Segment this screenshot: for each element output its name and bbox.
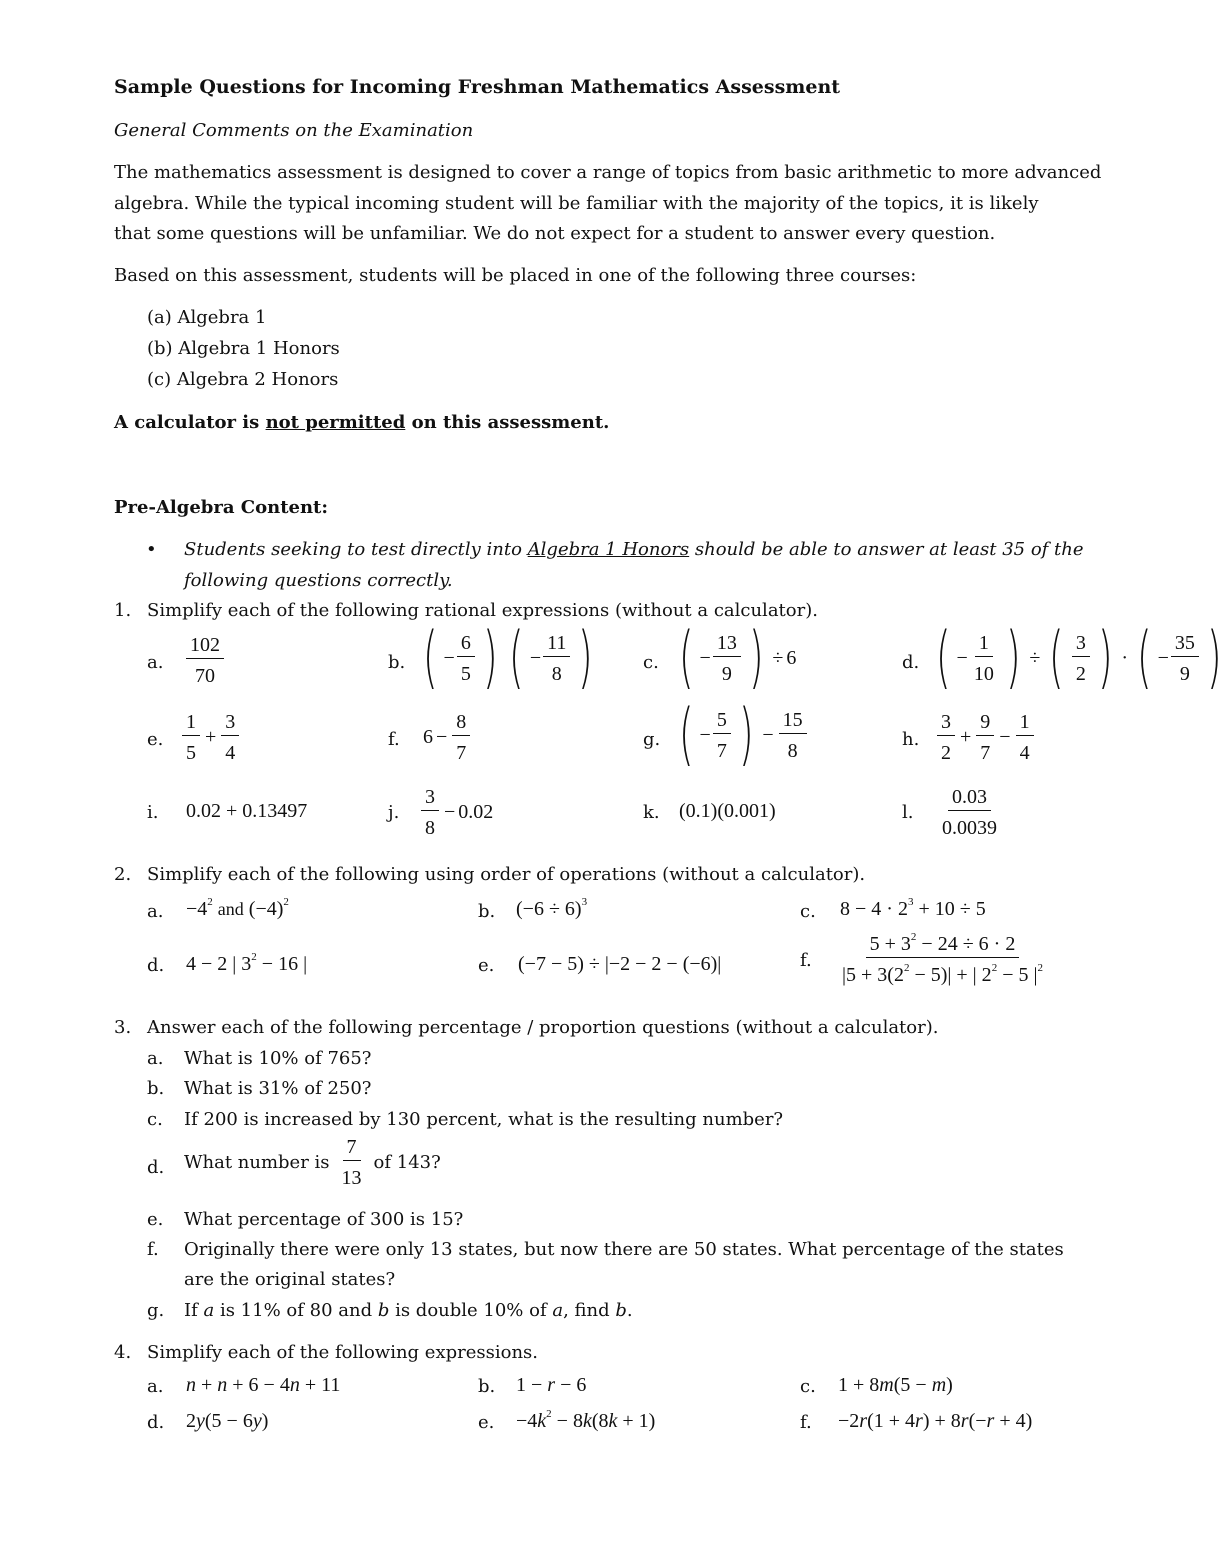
q4b-expr: 1 − r − 6: [516, 1374, 587, 1396]
q3b-label: b.: [147, 1078, 165, 1099]
q1l-label: l.: [902, 802, 914, 823]
q4e-label: e.: [478, 1412, 495, 1433]
q3c-text: If 200 is increased by 130 percent, what is the resulting number?: [184, 1109, 784, 1130]
q3-text: Answer each of the following percentage / proportion questions (without a calculator).: [147, 1017, 939, 1038]
q3c-label: c.: [147, 1109, 163, 1130]
q1i-label: i.: [147, 802, 159, 823]
q1h-num1: 3: [937, 711, 955, 736]
q1d-den2: 2: [1075, 662, 1086, 685]
q1g-num2: 15: [779, 709, 807, 734]
bullet-line-1: [184, 535, 1084, 565]
q1j-expr: $\frac{3}{8}$ − 0.02: [419, 786, 493, 839]
q1c-expr: ( − $\frac{13}{9}$ ) ÷ 6: [678, 618, 797, 697]
q1d-num3: 35: [1171, 632, 1199, 657]
q1g-den2: 8: [787, 739, 798, 762]
q1b-den1: 5: [460, 662, 471, 685]
q1e-num2: 3: [221, 711, 239, 736]
q3g-label: g.: [147, 1300, 165, 1321]
q1f-expr: 6 − $\frac{8}{7}$: [423, 711, 472, 764]
q4d-label: d.: [147, 1412, 165, 1433]
q1h-den3: 4: [1019, 742, 1030, 764]
q4f-expr: −2r(1 + 4r) + 8r(−r + 4): [838, 1410, 1033, 1432]
q1e-den1: 5: [186, 742, 196, 764]
q3a-text: What is 10% of 765?: [184, 1048, 372, 1069]
q1f-num: 8: [452, 711, 470, 736]
q3g-text: If a is 11% of 80 and b is double 10% of a, find b.: [184, 1300, 633, 1321]
q1b-expr: ( − $\frac{6}{5}$ ) ( − $\frac{11}{8}$ ): [422, 618, 593, 697]
q2b-label: b.: [478, 901, 496, 922]
q4c-label: c.: [800, 1376, 816, 1397]
course-b: (b) Algebra 1 Honors: [147, 338, 340, 359]
q2a-label: a.: [147, 901, 164, 922]
calculator-notice-emphasis: not permitted: [265, 412, 406, 433]
q2a-expr: $-4^2$ and $(-4)^2$: [186, 896, 289, 920]
q1-text: Simplify each of the following rational expressions (without a calculator).: [147, 600, 818, 621]
q4c-expr: 1 + 8m(5 − m): [838, 1374, 953, 1396]
q2f-num: $5 + 3^2 - 24 \div 6 \cdot 2$: [866, 933, 1020, 958]
course-c: (c) Algebra 2 Honors: [147, 369, 339, 390]
q2-text: Simplify each of the following using order of operations (without a calculator).: [147, 864, 866, 885]
q1k-expr: (0.1)(0.001): [679, 800, 776, 822]
q4a-label: a.: [147, 1376, 164, 1397]
q3f-text: Originally there were only 13 states, but now there are 50 states. What percentage of the states: [184, 1239, 1064, 1260]
course-a: (a) Algebra 1: [147, 307, 267, 328]
q1e-den2: 4: [225, 742, 236, 764]
q2c-label: c.: [800, 901, 816, 922]
q2f-den: $|5 + 3(2^2 - 5)|$ + | $2^2 - 5$ $|^2$: [842, 962, 1043, 986]
q1d-den3: 9: [1179, 662, 1190, 685]
calculator-notice-post: on this assessment.: [405, 412, 610, 433]
q1b-den2: 8: [551, 662, 562, 685]
q2f-expr: [836, 933, 1049, 986]
q2e-expr: (−7 − 5) ÷ |−2 − 2 − (−6)|: [518, 953, 722, 975]
page-subtitle: General Comments on the Examination: [114, 120, 474, 141]
q3d-label: d.: [147, 1157, 165, 1178]
q1l-expr: [936, 786, 1003, 839]
q3a-label: a.: [147, 1048, 164, 1069]
q1j-num: 3: [421, 786, 439, 811]
q1a-expr: [184, 634, 226, 687]
q1f-label: f.: [388, 729, 400, 750]
q1g-expr: ( − $\frac{5}{7}$ ) − $\frac{15}{8}$: [673, 701, 809, 769]
q1h-num3: 1: [1016, 711, 1034, 736]
q1h-den1: 2: [941, 742, 951, 764]
q1f-lead: 6: [423, 726, 433, 748]
bullet-post: should be able to answer at least 35 of the: [689, 539, 1084, 560]
q1i-expr: 0.02 + 0.13497: [186, 800, 308, 822]
q3d-post: of 143?: [373, 1151, 441, 1173]
q1d-num2: 3: [1072, 632, 1090, 657]
q2-number: 2.: [114, 864, 132, 885]
q1e-num1: 1: [182, 711, 200, 736]
q4b-label: b.: [478, 1376, 496, 1397]
q4a-expr: n + n + 6 − 4n + 11: [186, 1374, 341, 1396]
intro-line-2: algebra. While the typical incoming student will be familiar with the majority of the topics, it is likely: [114, 193, 1039, 214]
q2b-expr: $(-6 \div 6)^3$: [516, 896, 588, 920]
q2a-and: and: [217, 899, 244, 919]
placement-text: Based on this assessment, students will be placed in one of the following three courses:: [114, 265, 917, 286]
q1g-den1: 7: [716, 739, 727, 762]
q1b-num2: 11: [543, 632, 570, 657]
q1j-label: j.: [388, 802, 400, 823]
q2e-label: e.: [478, 955, 495, 976]
intro-line-3: that some questions will be unfamiliar. We do not expect for a student to answer every question.: [114, 223, 996, 244]
calculator-notice: [114, 408, 609, 438]
q2d-label: d.: [147, 955, 165, 976]
q4d-expr: 2y(5 − 6y): [186, 1410, 269, 1432]
q1d-expr: ( − $\frac{1}{10}$ ) ÷ ( $\frac{3}{2}$ ) · ( − $\frac{35}{9}$ ): [935, 618, 1222, 697]
q1j-tail: 0.02: [458, 801, 494, 823]
page-title: Sample Questions for Incoming Freshman Mathematics Assessment: [114, 76, 841, 98]
q3d-den: 13: [341, 1167, 362, 1189]
q1g-label: g.: [643, 729, 661, 750]
q1e-expr: $\frac{1}{5}$ + $\frac{3}{4}$: [180, 711, 241, 764]
q1h-den2: 7: [980, 742, 991, 764]
q1b-num1: 6: [457, 632, 475, 657]
q1a-num: 102: [186, 634, 224, 659]
bullet-icon: •: [146, 539, 157, 560]
intro-line-1: The mathematics assessment is designed to cover a range of topics from basic arithmetic to more advanced: [114, 162, 1102, 183]
q1j-den: 8: [425, 817, 435, 839]
bullet-course: Algebra 1 Honors: [527, 539, 690, 560]
q1c-den: 9: [721, 662, 732, 685]
q1c-label: c.: [643, 652, 659, 673]
q1-number: 1.: [114, 600, 132, 621]
q3d-pre: What number is: [184, 1151, 330, 1173]
bullet-pre: Students seeking to test directly into: [184, 539, 528, 560]
q1h-expr: $\frac{3}{2}$ + $\frac{9}{7}$ − $\frac{1}{4}$: [935, 711, 1036, 764]
q4f-label: f.: [800, 1412, 812, 1433]
q1l-num: 0.03: [948, 786, 991, 811]
q1d-den1: 10: [973, 662, 994, 685]
q3d-num: 7: [343, 1136, 361, 1161]
bullet-line-2: following questions correctly.: [184, 570, 453, 591]
q4-text: Simplify each of the following expressions.: [147, 1342, 538, 1363]
q1h-num2: 9: [976, 711, 994, 736]
calculator-notice-pre: A calculator is: [114, 412, 266, 433]
q1c-num: 13: [713, 632, 741, 657]
q4e-expr: $-4k^2 - 8k(8k + 1)$: [516, 1408, 656, 1432]
q4-number: 4.: [114, 1342, 132, 1363]
q3e-text: What percentage of 300 is 15?: [184, 1209, 464, 1230]
q2c-expr: $8 - 4 \cdot 2^3 + 10 \div 5$: [840, 896, 986, 920]
q1c-tail: 6: [786, 646, 797, 669]
q1d-label: d.: [902, 652, 920, 673]
q3f-label: f.: [147, 1239, 159, 1260]
q1k-label: k.: [643, 802, 660, 823]
q3b-text: What is 31% of 250?: [184, 1078, 372, 1099]
q1h-label: h.: [902, 729, 920, 750]
q3f-text-2: are the original states?: [184, 1269, 396, 1290]
q1d-num1: 1: [975, 632, 993, 657]
q1a-label: a.: [147, 652, 164, 673]
q2d-expr: 4 − 2 | $3^2 - 16$ |: [186, 951, 308, 975]
q1e-label: e.: [147, 729, 164, 750]
q1b-label: b.: [388, 652, 406, 673]
q1f-den: 7: [456, 742, 467, 764]
q3-number: 3.: [114, 1017, 132, 1038]
q1a-den: 70: [195, 665, 215, 687]
q1g-num1: 5: [713, 709, 731, 734]
q1l-den: 0.0039: [942, 817, 997, 839]
q3e-label: e.: [147, 1209, 164, 1230]
q2f-label: f.: [800, 950, 812, 971]
section-heading: Pre-Algebra Content:: [114, 497, 329, 518]
q3d-text: [184, 1136, 441, 1189]
